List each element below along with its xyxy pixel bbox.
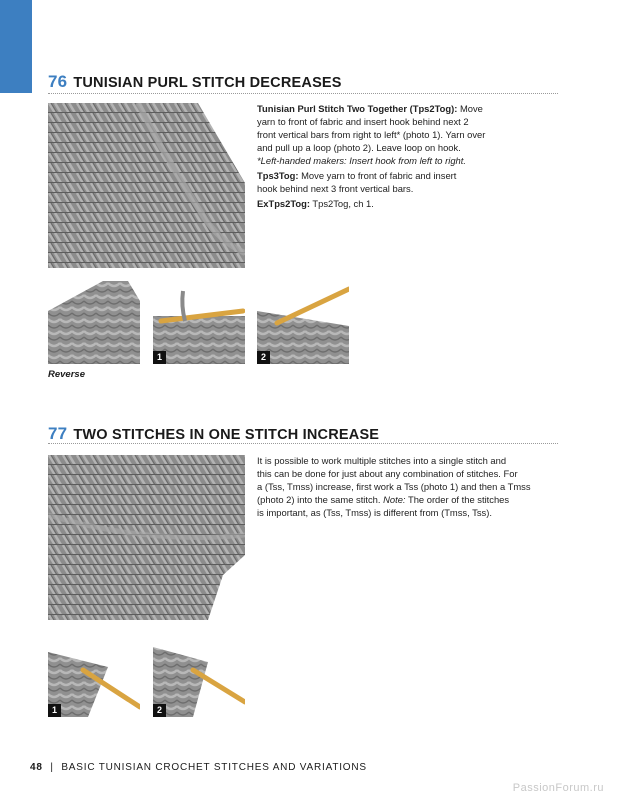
photo-1-badge: 1 bbox=[153, 351, 166, 364]
increase-main-photo bbox=[48, 455, 245, 620]
increase-photo-1 bbox=[48, 632, 140, 717]
reverse-photo bbox=[48, 281, 140, 364]
extps2tog-text: Tps2Tog, ch 1. bbox=[309, 198, 374, 209]
page-number: 48 bbox=[30, 762, 43, 773]
page-footer bbox=[30, 762, 367, 773]
increase-text-3: a (Tss, Tmss) increase, first work a Tss (photo 1) and then a Tmss bbox=[257, 481, 531, 492]
section-76-rule bbox=[48, 93, 558, 94]
section-77-rule bbox=[48, 443, 558, 444]
left-handed-note: *Left-handed makers: Insert hook from left to right. bbox=[257, 155, 466, 166]
increase-note-label: Note: bbox=[383, 494, 406, 505]
tps2tog-text-2: yarn to front of fabric and insert hook behind next 2 bbox=[257, 116, 469, 127]
tps2tog-text-4: and pull up a loop (photo 2). Leave loop on hook. bbox=[257, 142, 461, 153]
increase-text-4b: The order of the stitches bbox=[405, 494, 510, 505]
tps2tog-term: Tunisian Purl Stitch Two Together (Tps2Tog): bbox=[257, 103, 458, 114]
increase-photo-1-badge: 1 bbox=[48, 704, 61, 717]
section-77-body bbox=[257, 454, 557, 521]
purl-decrease-photo-2 bbox=[257, 281, 349, 364]
increase-photo-2 bbox=[153, 632, 245, 717]
extps2tog-term: ExTps2Tog: bbox=[257, 198, 310, 209]
section-76-body bbox=[257, 102, 557, 212]
tps3tog-text-2: hook behind next 3 front vertical bars. bbox=[257, 183, 414, 194]
chapter-title: BASIC TUNISIAN CROCHET STITCHES AND VARIATIONS bbox=[61, 762, 367, 773]
increase-text-2: this can be done for just about any combination of stitches. For bbox=[257, 468, 518, 479]
increase-text-4a: (photo 2) into the same stitch. bbox=[257, 494, 384, 505]
increase-text-5: is important, as (Tss, Tmss) is different from (Tmss, Tss). bbox=[257, 507, 492, 518]
section-77-title: TWO STITCHES IN ONE STITCH INCREASE bbox=[73, 427, 380, 443]
tps3tog-term: Tps3Tog: bbox=[257, 170, 299, 181]
watermark: PassionForum.ru bbox=[512, 782, 604, 794]
section-76-heading bbox=[48, 72, 342, 92]
increase-text-1: It is possible to work multiple stitches into a single stitch and bbox=[257, 455, 507, 466]
reverse-caption: Reverse bbox=[48, 369, 85, 380]
section-76-number: 76 bbox=[48, 72, 68, 91]
photo-2-badge: 2 bbox=[257, 351, 270, 364]
tps2tog-text-3: front vertical bars from right to left* (photo 1). Yarn over bbox=[257, 129, 486, 140]
chapter-tab bbox=[0, 0, 32, 93]
section-77-heading bbox=[48, 424, 379, 444]
increase-photo-2-badge: 2 bbox=[153, 704, 166, 717]
section-77-number: 77 bbox=[48, 424, 68, 443]
tps2tog-text-1: Move bbox=[457, 103, 483, 114]
footer-separator: | bbox=[50, 762, 54, 773]
purl-decrease-photo-1 bbox=[153, 281, 245, 364]
purl-decrease-main-photo bbox=[48, 103, 245, 268]
tps3tog-text-1: Move yarn to front of fabric and insert bbox=[298, 170, 457, 181]
section-76-title: TUNISIAN PURL STITCH DECREASES bbox=[73, 75, 342, 91]
